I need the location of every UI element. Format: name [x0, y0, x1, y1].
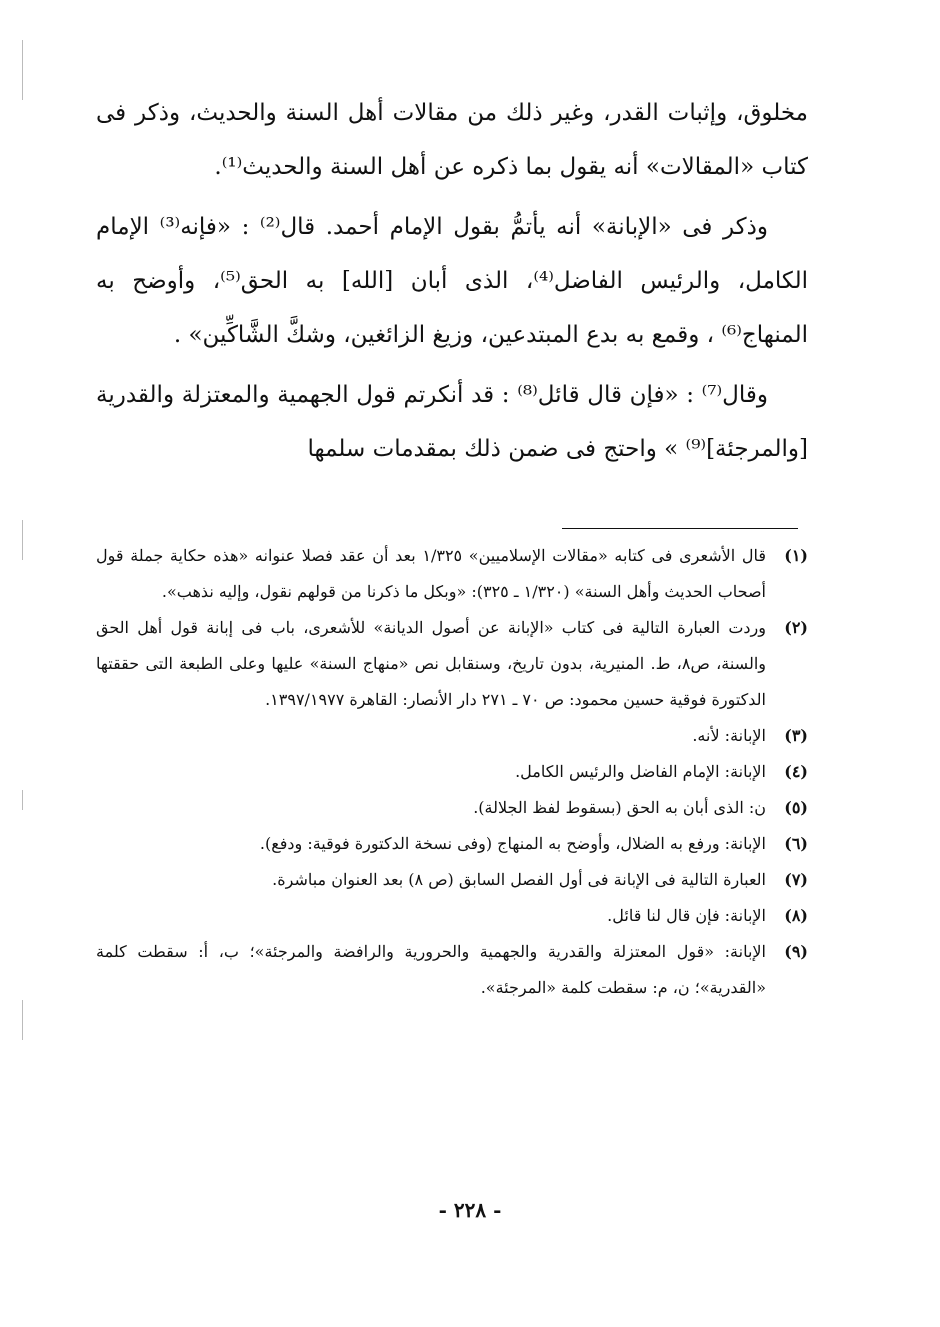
- footnote: [96, 538, 808, 610]
- footnote-text: الإبانة: «قول المعتزلة والقدرية والجهمية والحرورية والرافضة والمرجئة»؛ ب، أ: سقطت كلمة «القدرية»؛ ن، م: سقطت كلمة «المرجئة».: [96, 942, 766, 997]
- footnote-text: وردت العبارة التالية فى كتاب «الإبانة عن أصول الديانة» للأشعرى، باب فى إبانة قول أهل الحق والسنة، ص٨، ط. المنيرية، بدون تاريخ، وسنقابل نص «منهاج السنة» عليها وعلى الطبعة التى حققتها الدكتورة فوقية حسين محمود: ص ٧٠ ـ ٢٧١ دار الأنصار: القاهرة ١٣٩٧/١٩٧٧.: [96, 618, 767, 709]
- footnote: [96, 754, 808, 790]
- footnote-text: الإبانة: فإن قال لنا قائل.: [607, 906, 766, 925]
- footnote-number: (٨): [784, 906, 808, 925]
- footnote-text: الإبانة: ورفع به الضلال، وأوضح به المنهاج (وفى نسخة الدكتورة فوقية: ودفع).: [259, 834, 766, 853]
- footnote-number: (٥): [784, 798, 808, 817]
- footnote-text: العبارة التالية فى الإبانة فى أول الفصل السابق (ص ٨) بعد العنوان مباشرة.: [272, 870, 766, 889]
- footnote: [96, 718, 808, 754]
- footnote-text: قال الأشعرى فى كتابه «مقالات الإسلاميين» ١/٣٢٥ بعد أن عقد فصلا عنوانه «هذه حكاية جملة قول أصحاب الحديث وأهل السنة» (١/٣٢٠ ـ ٣٢٥): «وبكل ما ذكرنا من قولهم نقول، وإليه نذهب».: [96, 546, 766, 601]
- footnote-number: (٣): [784, 726, 808, 745]
- footnote-number: (١): [784, 546, 808, 565]
- main-text: [96, 86, 808, 482]
- left-margin-mark: [22, 40, 23, 100]
- footnote: [96, 826, 808, 862]
- footnote: [96, 610, 808, 718]
- footnote: [96, 934, 808, 1006]
- left-margin-mark: [22, 790, 23, 810]
- body-paragraph: وقال⁽⁷⁾ : «فإن قال قائل⁽⁸⁾ : قد أنكرتم قول الجهمية والمعتزلة والقدرية [والمرجئة]⁽⁹⁾ » واحتج فى ضمن ذلك بمقدمات سلمها: [96, 382, 808, 462]
- left-margin-mark: [22, 520, 23, 560]
- footnote: [96, 898, 808, 934]
- body-paragraph: وذكر فى «الإبانة» أنه يأتمُّ بقول الإمام أحمد. قال⁽²⁾ : «فإنه⁽³⁾ الإمام الكامل، والرئيس الفاضل⁽⁴⁾، الذى أبان [الله] به الحق⁽⁵⁾، وأوضح به المنهاج⁽⁶⁾ ، وقمع به بدع المبتدعين، وزيغ الزائغين، وشكَّ الشَّاكِّين» .: [96, 214, 808, 348]
- footnote-text: الإبانة: الإمام الفاضل والرئيس الكامل.: [515, 762, 766, 781]
- footnote-separator: [562, 528, 798, 529]
- page-number: - ٢٢٨ -: [438, 1198, 502, 1222]
- footnotes: [96, 538, 808, 1006]
- footnote-number: (٧): [784, 870, 808, 889]
- footnote-number: (٢): [784, 618, 808, 637]
- footnote-number: (٤): [784, 762, 808, 781]
- footnote-text: الإبانة: لأنه.: [692, 726, 766, 745]
- footnote: [96, 862, 808, 898]
- footnote-number: (٦): [784, 834, 808, 853]
- footnote: [96, 790, 808, 826]
- body-paragraph: مخلوق، وإثبات القدر، وغير ذلك من مقالات أهل السنة والحديث، وذكر فى كتاب «المقالات» أنه يقول بما ذكره عن أهل السنة والحديث⁽¹⁾.: [96, 100, 808, 180]
- left-margin-mark: [22, 1000, 23, 1040]
- footnote-number: (٩): [784, 942, 808, 961]
- footnote-text: ن: الذى أبان به الحق (بسقوط لفظ الجلالة).: [473, 798, 766, 817]
